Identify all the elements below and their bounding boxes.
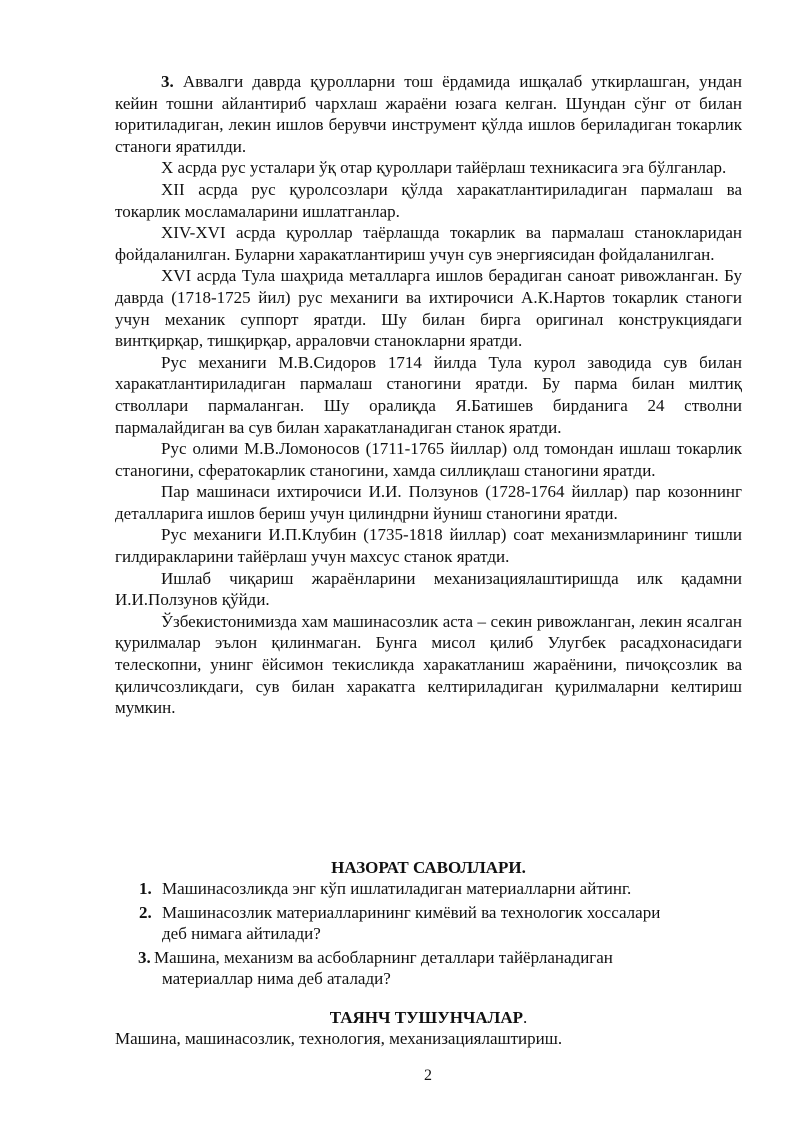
question-text-continued: деб нимага айтилади? <box>162 924 321 944</box>
paragraph-11: Ўзбекистонимизда хам машинасозлик аста – секин ривожланган, лекин ясалган қурилмалар эълон қилинмаган. Бунга мисол қилиб Улугбек расадхонасидаги телескопни, унинг ёйсимон текисликда харакатланиш жараёнини, пичоқсозлик ва қиличсозликдаги, сув билан харакатга келтириладиган қурилмаларни келтириш мумкин. <box>115 611 742 718</box>
question-text-continued: материаллар нима деб аталади? <box>162 969 391 989</box>
key-concepts-heading <box>115 1007 742 1028</box>
question-text: Машинасозликда энг кўп ишлатиладиган материалларни айтинг. <box>162 879 632 898</box>
control-questions-heading: НАЗОРАТ САВОЛЛАРИ. <box>331 858 526 877</box>
question-item <box>115 878 742 900</box>
paragraph-1 <box>115 71 742 157</box>
page-number: 2 <box>424 1067 432 1084</box>
question-item <box>115 947 742 990</box>
paragraph-4: XIV-XVI асрда қуроллар таёрлашда токарлик ва пармалаш станокларидан фойдаланилган. Буларни харакатлантириш учун сув энергиясидан фойдаланилган. <box>115 223 742 264</box>
question-number: 1. <box>139 879 152 898</box>
key-concepts-text: Машина, машинасозлик, технология, механизациялаштириш. <box>115 1029 563 1048</box>
question-text: Машинасозлик материалларининг кимёвий ва технологик хоссалари <box>162 902 661 922</box>
paragraph-number: 3. <box>161 72 174 91</box>
key-concepts-title-suffix: . <box>523 1008 528 1027</box>
paragraph-5: XVI асрда Тула шаҳрида металларга ишлов берадиган саноат ривожланган. Бу даврда (1718-1725 йил) рус механиги ва ихтирочиси А.К.Нартов токарлик станоги учун механик суппорт яратди. Шу билан бирга оригинал конструкциядаги винтқирқар, тишқирқар, арраловчи станокларни яратди. <box>115 266 742 351</box>
key-concepts-title: ТАЯНЧ ТУШУНЧАЛАР <box>329 1008 523 1027</box>
paragraph-9: Рус механиги И.П.Клубин (1735-1818 йиллар) соат механизмларининг тишли гилдиракларини тайёрлаш учун махсус станок яратди. <box>115 525 742 567</box>
question-number: 2. <box>139 902 152 922</box>
paragraph-10: Ишлаб чиқариш жараёнларини механизациялаштиришда илк қадамни И.И.Ползунов қўйди. <box>115 568 742 610</box>
question-number: 3. <box>138 947 151 967</box>
paragraph-8: Пар машинаси ихтирочиси И.И. Ползунов (1728-1764 йиллар) пар козоннинг деталларига ишлов бериш учун цилиндрни йуниш станогини яратди. <box>115 482 742 523</box>
paragraph-7: Рус олими М.В.Ломоносов (1711-1765 йиллар) олд томондан ишлаш токарлик станогини, сфератокарлик станогини, хамда силлиқлаш станогини яратди. <box>115 439 742 480</box>
control-questions-list <box>115 878 742 992</box>
main-text <box>115 71 742 719</box>
paragraph-3: XII асрда рус қуролсозлари қўлда харакатлантириладиган пармалаш ва токарлик мосламаларини ишлатганлар. <box>115 179 742 221</box>
question-text: Машина, механизм ва асбобларнинг деталлари тайёрланадиган <box>154 947 613 967</box>
paragraph-6: Рус механиги М.В.Сидоров 1714 йилда Тула курол заводида сув билан харакатлантириладиган пармалаш станогини яратди. Бу парма билан милтиқ стволлари пармаланган. Шу оралиқда Я.Батишев бирданига 24 стволни пармалайдиган ва сув билан харакатланадиган станок яратди. <box>115 352 742 437</box>
paragraph-text: Аввалги даврда қуролларни тош ёрдамида ишқалаб уткирлашган, ундан кейин тошни айлантириб чархлаш жараёни юзага келган. Шундан сўнг от билан юритиладиган, лекин ишлов берувчи инструмент қўлда ишлов бериладиган токарлик станоги яратилди. <box>115 72 742 156</box>
paragraph-2: X асрда рус усталари ўқ отар қуроллари тайёрлаш техникасига эга бўлганлар. <box>161 158 727 178</box>
question-item <box>115 902 742 945</box>
